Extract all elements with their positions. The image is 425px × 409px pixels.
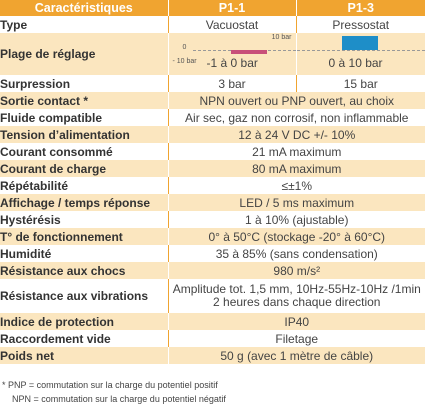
range-cell-p1	[168, 33, 296, 75]
range-zero-label: 0	[182, 44, 187, 51]
row-value-p1: 3 bar	[168, 75, 296, 92]
row-value: Filetage	[168, 330, 425, 347]
row-label: Courant consommé	[0, 143, 168, 160]
range-text-p3: 0 à 10 bar	[328, 56, 383, 70]
row-value-p3: 15 bar	[296, 75, 425, 92]
row-value: 35 à 85% (sans condensation)	[168, 245, 425, 262]
row-courant-charge	[0, 160, 425, 177]
row-fluide	[0, 109, 425, 126]
row-courant-consomme	[0, 143, 425, 160]
row-label: Raccordement vide	[0, 330, 168, 347]
row-label: Humidité	[0, 245, 168, 262]
row-value-line1: Amplitude tot. 1,5 mm, 10Hz-55Hz-10Hz /1min	[172, 282, 421, 296]
row-protection	[0, 313, 425, 330]
row-label: T° de fonctionnement	[0, 228, 168, 245]
row-label: Résistance aux vibrations	[0, 279, 168, 313]
range-top-label: 10 bar	[271, 34, 292, 41]
row-label: Tension d’alimentation	[0, 126, 168, 143]
row-value: Air sec, gaz non corrosif, non inflammable	[168, 109, 425, 126]
row-value-p3: Pressostat	[296, 16, 425, 33]
row-value: 21 mA maximum	[168, 143, 425, 160]
header-p1-1: P1-1	[168, 0, 296, 16]
row-affichage	[0, 194, 425, 211]
row-label: Affichage / temps réponse	[0, 194, 168, 211]
row-poids	[0, 347, 425, 364]
row-sortie-contact	[0, 92, 425, 109]
row-label: Courant de charge	[0, 160, 168, 177]
row-label: Sortie contact *	[0, 92, 168, 109]
row-label: Résistance aux chocs	[0, 262, 168, 279]
row-value: 1 à 10% (ajustable)	[168, 211, 425, 228]
row-value-line2: 2 heures dans chaque direction	[213, 295, 381, 309]
row-vibrations	[0, 279, 425, 313]
row-chocs	[0, 262, 425, 279]
row-value-p1: Vacuostat	[168, 16, 296, 33]
row-tension	[0, 126, 425, 143]
header-row	[0, 0, 425, 16]
row-repetabilite	[0, 177, 425, 194]
row-type	[0, 16, 425, 33]
row-raccordement	[0, 330, 425, 347]
row-range	[0, 33, 425, 75]
row-label: Hystérésis	[0, 211, 168, 228]
footnote-pnp: * PNP = commutation sur la charge du potentiel positif	[2, 380, 218, 390]
range-text-p1: -1 à 0 bar	[206, 56, 258, 70]
row-label: Plage de réglage	[0, 33, 168, 75]
row-value: 0° à 50°C (stockage -20° à 60°C)	[168, 228, 425, 245]
header-p1-3: P1-3	[296, 0, 425, 16]
range-axis-p3	[297, 50, 425, 51]
row-value: 80 mA maximum	[168, 160, 425, 177]
row-value	[168, 279, 425, 313]
row-hysteresis	[0, 211, 425, 228]
range-bar-p1	[231, 50, 267, 54]
footnote-npn: NPN = commutation sur la charge du potentiel négatif	[12, 394, 226, 404]
row-value: 12 à 24 V DC +/- 10%	[168, 126, 425, 143]
range-cell-p3	[296, 33, 425, 75]
row-value: ≤±1%	[168, 177, 425, 194]
range-bar-p3	[342, 36, 378, 50]
row-value: NPN ouvert ou PNP ouvert, au choix	[168, 92, 425, 109]
row-value: LED / 5 ms maximum	[168, 194, 425, 211]
row-value: 50 g (avec 1 mètre de câble)	[168, 347, 425, 364]
header-characteristics: Caractéristiques	[0, 0, 168, 16]
range-bottom-label: - 10 bar	[172, 58, 197, 65]
row-label: Surpression	[0, 75, 168, 92]
row-value: 980 m/s²	[168, 262, 425, 279]
row-label: Répétabilité	[0, 177, 168, 194]
row-label: Fluide compatible	[0, 109, 168, 126]
row-label: Indice de protection	[0, 313, 168, 330]
row-label: Type	[0, 16, 168, 33]
row-value: IP40	[168, 313, 425, 330]
row-label: Poids net	[0, 347, 168, 364]
row-surpression	[0, 75, 425, 92]
row-humidite	[0, 245, 425, 262]
row-temperature	[0, 228, 425, 245]
